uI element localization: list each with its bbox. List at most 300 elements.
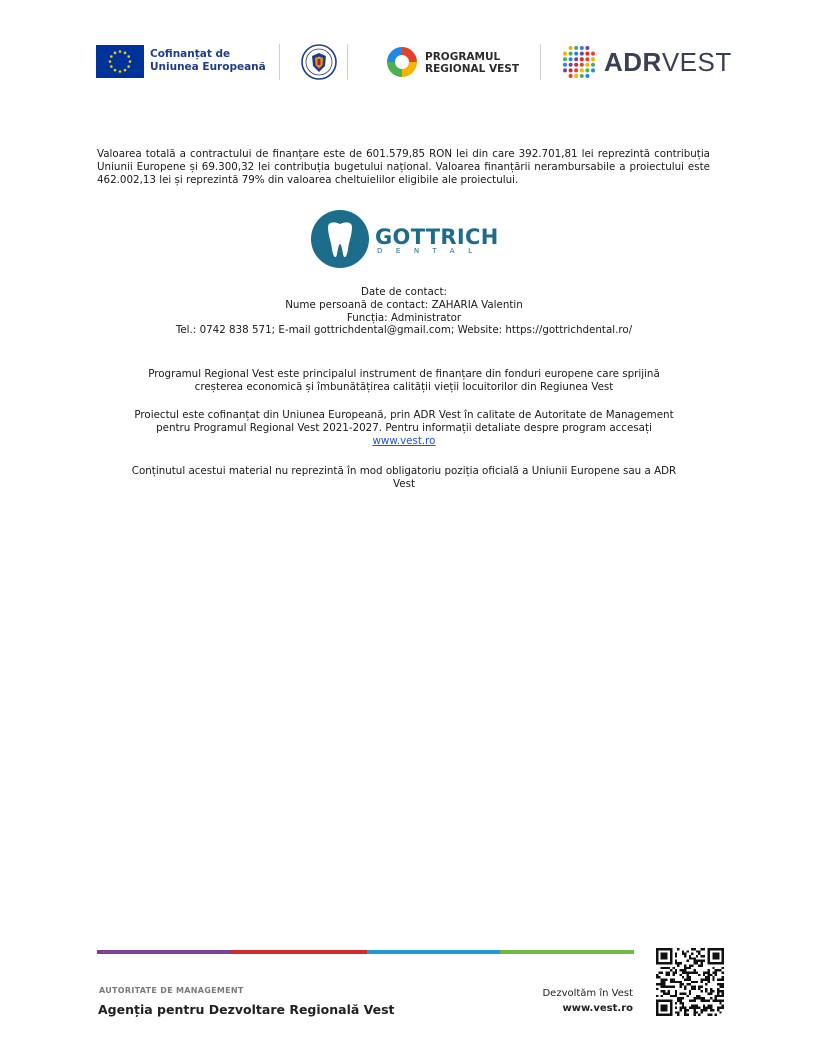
qr-module (712, 971, 714, 973)
footer-stripe-purple (97, 950, 232, 954)
qr-module (708, 953, 710, 955)
qr-module (701, 981, 703, 983)
qr-module (682, 969, 684, 971)
qr-module (705, 1007, 707, 1009)
qr-module (656, 1002, 658, 1004)
qr-module (710, 974, 712, 976)
qr-module (719, 969, 721, 971)
qr-module (656, 983, 658, 985)
qr-module (663, 981, 665, 983)
qr-module (694, 1000, 696, 1002)
footer-agency-name: Agenția pentru Dezvoltare Regională Vest (98, 1002, 395, 1017)
qr-module (722, 995, 724, 997)
qr-module (679, 981, 681, 983)
qr-module (668, 1000, 670, 1002)
adr-logo-vest: VEST (661, 47, 732, 77)
qr-module (661, 957, 663, 959)
qr-module (677, 962, 679, 964)
qr-module (670, 969, 672, 971)
qr-module (698, 1014, 700, 1016)
qr-module (663, 953, 665, 955)
qr-module (686, 974, 688, 976)
qr-module (670, 1009, 672, 1011)
qr-module (715, 1000, 717, 1002)
eu-star (109, 60, 112, 63)
qr-module (677, 1014, 679, 1016)
qr-module (661, 986, 663, 988)
qr-module (656, 1007, 658, 1009)
qr-module (684, 969, 686, 971)
contact-role: Funcția: Administrator (346, 311, 462, 324)
qr-module (672, 971, 674, 973)
adr-dot (574, 63, 578, 67)
eu-star (110, 65, 113, 68)
qr-module (722, 957, 724, 959)
eu-star (129, 60, 132, 63)
qr-module (665, 971, 667, 973)
qr-module (682, 993, 684, 995)
qr-module (717, 1000, 719, 1002)
qr-module (701, 990, 703, 992)
qr-module (663, 978, 665, 980)
qr-module (698, 953, 700, 955)
program-logo-line-2 (425, 63, 519, 75)
qr-module (719, 986, 721, 988)
qr-module (698, 974, 700, 976)
qr-module (668, 990, 670, 992)
qr-module (668, 948, 670, 950)
qr-module (679, 974, 681, 976)
adr-dot (585, 57, 589, 61)
adr-dot (563, 52, 567, 56)
eu-logo-text (150, 48, 266, 74)
qr-module (715, 969, 717, 971)
qr-module (691, 957, 693, 959)
qr-module (712, 953, 714, 955)
contact-details: Tel.: 0742 838 571; E-mail gottrichdental@gmail.com; Website: https://gottrichdental.ro/ (175, 324, 633, 337)
qr-module (717, 953, 719, 955)
qr-module (703, 997, 705, 999)
qr-module (696, 997, 698, 999)
qr-module (691, 1000, 693, 1002)
adr-dot (591, 68, 595, 72)
qr-module (679, 997, 681, 999)
qr-module (675, 1011, 677, 1013)
qr-module (663, 983, 665, 985)
footer-stripe-blue (367, 950, 500, 954)
qr-module (712, 976, 714, 978)
qr-module (722, 978, 724, 980)
disclaimer-paragraph (96, 465, 712, 491)
adr-dot (585, 63, 589, 67)
qr-module (672, 981, 674, 983)
qr-module (675, 995, 677, 997)
adr-logo-adr: ADR (604, 47, 662, 77)
cofinance-line-1: Proiectul este cofinanțat din Uniunea Europeană, prin ADR Vest în calitate de Autoritate de Management (134, 409, 674, 421)
qr-module (691, 1007, 693, 1009)
qr-module (661, 948, 663, 950)
qr-module (684, 978, 686, 980)
qr-module (663, 1000, 665, 1002)
qr-module (712, 948, 714, 950)
qr-module (682, 976, 684, 978)
qr-module (670, 962, 672, 964)
qr-module (661, 978, 663, 980)
qr-module (661, 953, 663, 955)
qr-module (717, 990, 719, 992)
qr-module (701, 1000, 703, 1002)
qr-module (663, 993, 665, 995)
qr-module (684, 1011, 686, 1013)
adr-dot (569, 74, 573, 78)
qr-module (694, 948, 696, 950)
qr-module (670, 955, 672, 957)
adr-dot (569, 63, 573, 67)
qr-module (715, 1014, 717, 1016)
qr-module (694, 986, 696, 988)
qr-module (701, 960, 703, 962)
company-logo-sub: DENTAL (377, 247, 486, 255)
qr-module (722, 955, 724, 957)
qr-module (708, 981, 710, 983)
qr-module (717, 955, 719, 957)
qr-module (672, 978, 674, 980)
qr-module (708, 960, 710, 962)
adr-dot (591, 57, 595, 61)
qr-module (703, 1009, 705, 1011)
qr-module (722, 976, 724, 978)
qr-module (696, 1007, 698, 1009)
qr-module (705, 1000, 707, 1002)
eu-star (124, 69, 127, 72)
qr-module (668, 993, 670, 995)
qr-module (684, 986, 686, 988)
qr-module (691, 971, 693, 973)
qr-module (691, 986, 693, 988)
qr-module (670, 1011, 672, 1013)
qr-module (656, 960, 658, 962)
qr-module (694, 1014, 696, 1016)
qr-module (689, 993, 691, 995)
qr-module (703, 955, 705, 957)
qr-module (682, 971, 684, 973)
qr-module (717, 993, 719, 995)
qr-module (656, 962, 658, 964)
qr-module (722, 948, 724, 950)
qr-module (661, 995, 663, 997)
qr-module (661, 981, 663, 983)
eu-star (119, 70, 122, 73)
qr-module (715, 953, 717, 955)
qr-module (705, 971, 707, 973)
qr-module (670, 1002, 672, 1004)
qr-module (684, 955, 686, 957)
qr-module (670, 1000, 672, 1002)
qr-module (682, 950, 684, 952)
disclaimer-line-1: Conținutul acestui material nu reprezintă în mod obligatoriu poziția oficială a Uniunii Europene sau a ADR (131, 465, 677, 477)
qr-module (696, 1004, 698, 1006)
qr-module (708, 976, 710, 978)
qr-module (694, 969, 696, 971)
qr-module (696, 1011, 698, 1013)
qr-module (686, 967, 688, 969)
qr-module (670, 986, 672, 988)
qr-module (658, 1014, 660, 1016)
qr-module (679, 1009, 681, 1011)
qr-module (708, 969, 710, 971)
qr-module (686, 971, 688, 973)
qr-module (675, 1002, 677, 1004)
qr-module (722, 953, 724, 955)
qr-module (719, 990, 721, 992)
adr-logo-text (604, 47, 732, 77)
qr-module (698, 964, 700, 966)
qr-module (682, 1004, 684, 1006)
qr-module (661, 1000, 663, 1002)
adr-dot (580, 68, 584, 72)
qr-module (679, 1007, 681, 1009)
eu-logo-line-1: Cofinanțat de (150, 48, 231, 60)
qr-module (684, 993, 686, 995)
qr-module (679, 1000, 681, 1002)
adr-dot (585, 68, 589, 72)
cofinance-line-2: pentru Programul Regional Vest 2021-2027. Pentru informații detaliate despre program accesați (156, 421, 652, 434)
qr-module (665, 1014, 667, 1016)
qr-module (665, 955, 667, 957)
adr-dot (585, 52, 589, 56)
eu-star (127, 65, 130, 68)
qr-module (682, 983, 684, 985)
qr-module (679, 983, 681, 985)
footer-website: www.vest.ro (562, 1003, 633, 1014)
qr-module (694, 988, 696, 990)
qr-module (661, 1004, 663, 1006)
qr-module (722, 983, 724, 985)
qr-module (722, 971, 724, 973)
qr-module (696, 995, 698, 997)
qr-module (712, 978, 714, 980)
vest-website-link[interactable]: www.vest.ro (372, 434, 436, 447)
qr-module (675, 969, 677, 971)
qr-module (689, 971, 691, 973)
qr-module (670, 1014, 672, 1016)
qr-module (717, 1009, 719, 1011)
qr-module (696, 955, 698, 957)
qr-module (686, 978, 688, 980)
qr-module (656, 953, 658, 955)
qr-module (710, 1007, 712, 1009)
qr-module (708, 955, 710, 957)
qr-module (661, 962, 663, 964)
qr-module (665, 1000, 667, 1002)
qr-module (719, 962, 721, 964)
adr-dot (563, 63, 567, 67)
qr-module (698, 988, 700, 990)
contact-heading: Date de contact: (360, 286, 448, 298)
qr-module (665, 953, 667, 955)
qr-module (703, 1004, 705, 1006)
qr-module (665, 957, 667, 959)
qr-module (658, 983, 660, 985)
qr-module (661, 1007, 663, 1009)
qr-module (696, 960, 698, 962)
qr-module (722, 1000, 724, 1002)
qr-module (691, 988, 693, 990)
qr-module (663, 986, 665, 988)
qr-module (663, 967, 665, 969)
qr-module (675, 1007, 677, 1009)
qr-module (712, 1009, 714, 1011)
qr-module (656, 948, 658, 950)
eu-star (119, 50, 122, 53)
program-paragraph (96, 368, 712, 394)
qr-module (665, 967, 667, 969)
qr-module (708, 971, 710, 973)
adr-dot (569, 46, 573, 50)
qr-module (670, 953, 672, 955)
qr-module (663, 962, 665, 964)
qr-module (668, 974, 670, 976)
qr-module (698, 960, 700, 962)
qr-module (675, 993, 677, 995)
contact-person: Nume persoană de contact: ZAHARIA Valentin (285, 298, 523, 311)
qr-module (665, 978, 667, 980)
qr-module (719, 1011, 721, 1013)
qr-module (656, 995, 658, 997)
qr-module (722, 986, 724, 988)
qr-module (715, 995, 717, 997)
qr-module (708, 957, 710, 959)
qr-module (656, 950, 658, 952)
qr-module (708, 1014, 710, 1016)
qr-module (668, 967, 670, 969)
eu-star (114, 52, 117, 55)
qr-module (717, 978, 719, 980)
qr-module (698, 997, 700, 999)
qr-module (694, 960, 696, 962)
adr-dot (580, 57, 584, 61)
qr-module (710, 962, 712, 964)
qr-module (719, 978, 721, 980)
qr-module (670, 1007, 672, 1009)
qr-module (698, 986, 700, 988)
qr-module (661, 1014, 663, 1016)
qr-module (670, 960, 672, 962)
qr-module (719, 995, 721, 997)
qr-module (705, 976, 707, 978)
qr-module (698, 950, 700, 952)
qr-module (668, 1014, 670, 1016)
footer-stripe-green (500, 950, 634, 954)
eu-flag-icon (96, 45, 144, 78)
qr-module (689, 967, 691, 969)
qr-module (677, 1000, 679, 1002)
qr-module (701, 1009, 703, 1011)
qr-module (686, 1009, 688, 1011)
qr-module (684, 967, 686, 969)
qr-module (701, 986, 703, 988)
qr-module (656, 1014, 658, 1016)
qr-module (658, 962, 660, 964)
qr-module (712, 990, 714, 992)
qr-module (668, 971, 670, 973)
qr-module (705, 990, 707, 992)
adr-dot (580, 63, 584, 67)
qr-module (682, 1002, 684, 1004)
qr-module (710, 1009, 712, 1011)
logo-divider (540, 44, 541, 80)
qr-module (694, 957, 696, 959)
qr-module (712, 962, 714, 964)
qr-module (708, 974, 710, 976)
adr-dot (574, 57, 578, 61)
qr-module (670, 950, 672, 952)
adr-dot (574, 52, 578, 56)
qr-module (672, 995, 674, 997)
qr-module (712, 1000, 714, 1002)
qr-module (684, 1009, 686, 1011)
qr-module (656, 988, 658, 990)
qr-module (705, 988, 707, 990)
qr-module (703, 1000, 705, 1002)
qr-module (682, 997, 684, 999)
qr-module (722, 960, 724, 962)
qr-module (663, 1009, 665, 1011)
qr-module (717, 988, 719, 990)
adr-dot (580, 46, 584, 50)
qr-module (663, 990, 665, 992)
qr-module (679, 993, 681, 995)
qr-module (701, 978, 703, 980)
qr-module (710, 997, 712, 999)
qr-module (682, 1007, 684, 1009)
footer-stripe-red (232, 950, 367, 954)
qr-module (694, 1004, 696, 1006)
qr-module (719, 983, 721, 985)
qr-module (670, 995, 672, 997)
qr-module (708, 948, 710, 950)
eu-star (124, 52, 127, 55)
qr-module (677, 948, 679, 950)
adr-dot (591, 52, 595, 56)
qr-module (717, 1007, 719, 1009)
qr-module (672, 986, 674, 988)
program-logo-regional: REGIONAL (425, 63, 486, 75)
qr-module (691, 981, 693, 983)
qr-module (682, 953, 684, 955)
qr-module (665, 974, 667, 976)
qr-module (665, 986, 667, 988)
qr-module (689, 1000, 691, 1002)
qr-module (686, 983, 688, 985)
qr-module (719, 1002, 721, 1004)
qr-module (668, 962, 670, 964)
qr-module (710, 990, 712, 992)
qr-module (656, 976, 658, 978)
qr-module (675, 990, 677, 992)
qr-module (691, 1004, 693, 1006)
qr-code-icon (656, 948, 724, 1016)
qr-module (679, 969, 681, 971)
adr-dot (591, 63, 595, 67)
qr-module (715, 974, 717, 976)
qr-module (663, 1014, 665, 1016)
qr-module (689, 983, 691, 985)
qr-module (710, 988, 712, 990)
qr-module (656, 974, 658, 976)
qr-module (672, 974, 674, 976)
qr-module (691, 948, 693, 950)
